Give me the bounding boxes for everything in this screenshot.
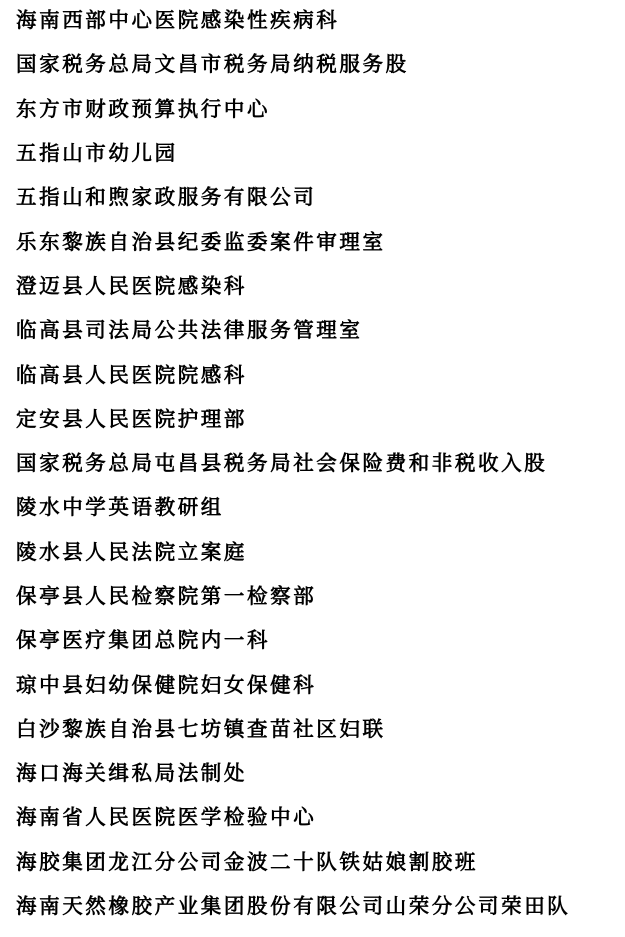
list-item: 海南西部中心医院感染性疾病科	[16, 8, 340, 33]
list-item: 临高县司法局公共法律服务管理室	[16, 318, 363, 343]
list-item: 五指山市幼儿园	[16, 141, 178, 166]
list-item: 五指山和煦家政服务有限公司	[16, 185, 317, 210]
list-item: 临高县人民医院院感科	[16, 362, 247, 387]
list-item: 国家税务总局屯昌县税务局社会保险费和非税收入股	[16, 451, 548, 476]
document-page	[16, 0, 622, 926]
list-item: 乐东黎族自治县纪委监委案件审理室	[16, 229, 386, 254]
list-item: 海南省人民医院医学检验中心	[16, 805, 317, 830]
list-item: 定安县人民医院护理部	[16, 406, 247, 431]
list-item: 保亭医疗集团总院内一科	[16, 628, 271, 653]
list-item: 琼中县妇幼保健院妇女保健科	[16, 672, 317, 697]
list-item: 海胶集团龙江分公司金波二十队铁姑娘割胶班	[16, 849, 478, 874]
list-item: 东方市财政预算执行中心	[16, 96, 271, 121]
list-item: 国家税务总局文昌市税务局纳税服务股	[16, 52, 409, 77]
list-item: 海口海关缉私局法制处	[16, 761, 247, 786]
list-item: 澄迈县人民医院感染科	[16, 273, 247, 298]
list-item: 海南天然橡胶产业集团股份有限公司山荣分公司荣田队	[16, 894, 571, 919]
list-item: 白沙黎族自治县七坊镇查苗社区妇联	[16, 716, 386, 741]
list-item: 保亭县人民检察院第一检察部	[16, 584, 317, 608]
organization-list	[16, 0, 622, 926]
list-item: 陵水中学英语教研组	[16, 495, 224, 520]
list-item: 陵水县人民法院立案庭	[16, 539, 247, 564]
